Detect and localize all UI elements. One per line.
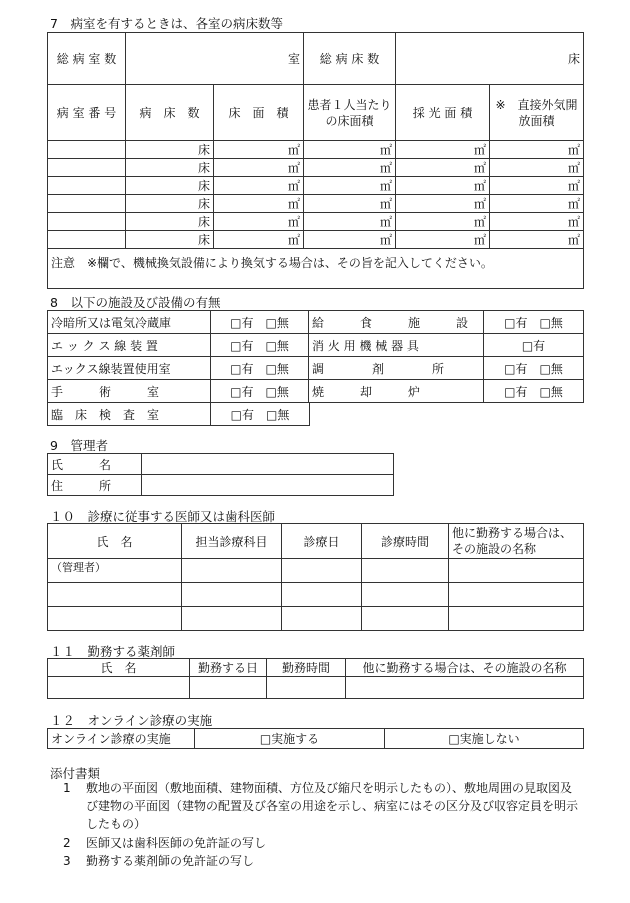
facility-label: 消 火 用 機 械 器 具 — [309, 334, 484, 357]
room-number-cell[interactable] — [48, 177, 126, 195]
total-rooms-label: 総 病 室 数 — [48, 33, 126, 85]
header-work-hours: 勤務時間 — [267, 659, 346, 677]
manager-name-field[interactable] — [142, 454, 394, 475]
ward-row — [48, 195, 584, 213]
lighting-area-cell[interactable]: ㎡ — [396, 231, 490, 249]
bed-count-cell[interactable]: 床 — [126, 159, 214, 177]
ward-row — [48, 141, 584, 159]
days-cell[interactable] — [282, 559, 362, 583]
department-cell[interactable] — [182, 607, 282, 631]
header-open-air-area: ※ 直接外気開放面積 — [490, 85, 584, 141]
open-air-area-cell[interactable]: ㎡ — [490, 141, 584, 159]
section-7-title: 7 病室を有するときは、各室の病床数等 — [50, 16, 283, 31]
facility-label: エ ッ ク ス 線 装 置 — [48, 334, 211, 357]
lighting-area-cell[interactable]: ㎡ — [396, 213, 490, 231]
floor-area-cell[interactable]: ㎡ — [214, 177, 304, 195]
open-air-area-cell[interactable]: ㎡ — [490, 231, 584, 249]
manager-address-label: 住 所 — [48, 475, 142, 496]
header-other-facility: 他に勤務する場合は、その施設の名称 — [346, 659, 584, 677]
section-8-title: 8 以下の施設及び設備の有無 — [50, 295, 221, 310]
area-per-patient-cell[interactable]: ㎡ — [304, 195, 396, 213]
header-floor-area: 床 面 積 — [214, 85, 304, 141]
open-air-area-cell[interactable]: ㎡ — [490, 177, 584, 195]
other-facility-cell[interactable] — [346, 677, 584, 699]
facility-label: 冷暗所又は電気冷蔵庫 — [48, 311, 211, 334]
attachment-item — [58, 852, 578, 870]
bed-count-cell[interactable]: 床 — [126, 177, 214, 195]
open-air-area-cell[interactable]: ㎡ — [490, 195, 584, 213]
bed-count-cell[interactable]: 床 — [126, 195, 214, 213]
online-yes-checkbox[interactable]: □実施する — [195, 729, 385, 749]
attachment-text: 勤務する薬剤師の免許証の写し — [86, 854, 255, 868]
header-hours: 診療時間 — [362, 524, 449, 559]
floor-area-cell[interactable]: ㎡ — [214, 231, 304, 249]
header-room-number: 病 室 番 号 — [48, 85, 126, 141]
header-area-per-patient: 患者１人当たりの床面積 — [304, 85, 396, 141]
facility-yes-no[interactable]: □有 □無 — [211, 357, 309, 380]
ward-note: 注意 ※欄で、機械換気設備により換気する場合は、その旨を記入してください。 — [48, 249, 584, 289]
section-11-title: １１ 勤務する薬剤師 — [50, 644, 176, 659]
room-number-cell[interactable] — [48, 159, 126, 177]
manager-address-field[interactable] — [142, 475, 394, 496]
physician-name-cell[interactable] — [48, 559, 182, 583]
facility-yes-no[interactable]: □有 □無 — [484, 311, 584, 334]
physicians-table — [47, 523, 584, 631]
open-air-area-cell[interactable]: ㎡ — [490, 159, 584, 177]
header-work-days: 勤務する日 — [190, 659, 267, 677]
room-number-cell[interactable] — [48, 231, 126, 249]
facilities-table-last-row — [47, 402, 310, 426]
ward-row — [48, 159, 584, 177]
floor-area-cell[interactable]: ㎡ — [214, 141, 304, 159]
attachment-num: 3 — [63, 854, 71, 868]
floor-area-cell[interactable]: ㎡ — [214, 159, 304, 177]
bed-count-cell[interactable]: 床 — [126, 231, 214, 249]
header-physician-name: 氏 名 — [48, 524, 182, 559]
work-days-cell[interactable] — [190, 677, 267, 699]
facility-yes-only[interactable]: □有 — [484, 334, 584, 357]
attachment-text: 敷地の平面図（敷地面積、建物面積、方位及び縮尺を明示したもの）、敷地周囲の見取図及び建物の平面図（建物の配置及び各室の用途を示し、病室にはその区分及び収容定員を明示したもの） — [86, 781, 579, 831]
attachment-num: 2 — [63, 836, 71, 850]
bed-count-cell[interactable]: 床 — [126, 213, 214, 231]
lighting-area-cell[interactable]: ㎡ — [396, 195, 490, 213]
room-number-cell[interactable] — [48, 195, 126, 213]
facility-yes-no[interactable]: □有 □無 — [484, 357, 584, 380]
facility-yes-no[interactable]: □有 □無 — [211, 334, 309, 357]
attachment-item — [58, 779, 578, 833]
room-unit: 室 — [288, 52, 301, 66]
facility-label: 給 食 施 設 — [309, 311, 484, 334]
header-other-facility: 他に勤務する場合は、その施設の名称 — [449, 524, 584, 559]
attachments-title: 添付書類 — [50, 766, 101, 781]
total-beds-input[interactable] — [396, 33, 584, 85]
days-cell[interactable] — [282, 583, 362, 607]
area-per-patient-cell[interactable]: ㎡ — [304, 231, 396, 249]
header-lighting-area: 採 光 面 積 — [396, 85, 490, 141]
other-facility-cell[interactable] — [449, 583, 584, 607]
room-number-cell[interactable] — [48, 213, 126, 231]
floor-area-cell[interactable]: ㎡ — [214, 213, 304, 231]
ward-row — [48, 177, 584, 195]
total-beds-label: 総 病 床 数 — [304, 33, 396, 85]
facility-yes-no[interactable]: □有 □無 — [211, 403, 310, 426]
facility-label: 調 剤 所 — [309, 357, 484, 380]
work-hours-cell[interactable] — [267, 677, 346, 699]
header-pharmacist-name: 氏 名 — [48, 659, 190, 677]
facilities-table — [47, 310, 584, 403]
physician-name-cell[interactable] — [48, 583, 182, 607]
facility-yes-no[interactable]: □有 □無 — [211, 311, 309, 334]
hours-cell[interactable] — [362, 559, 449, 583]
facility-label: 手 術 室 — [48, 380, 211, 403]
header-days: 診療日 — [282, 524, 362, 559]
manager-table — [47, 453, 394, 496]
days-cell[interactable] — [282, 607, 362, 631]
area-per-patient-cell[interactable]: ㎡ — [304, 213, 396, 231]
other-facility-cell[interactable] — [449, 559, 584, 583]
attachment-num: 1 — [63, 781, 71, 795]
area-per-patient-cell[interactable]: ㎡ — [304, 141, 396, 159]
department-cell[interactable] — [182, 559, 282, 583]
facility-label: 臨 床 検 査 室 — [48, 403, 211, 426]
online-label: オンライン診療の実施 — [48, 729, 195, 749]
facility-label: エックス線装置使用室 — [48, 357, 211, 380]
lighting-area-cell[interactable]: ㎡ — [396, 141, 490, 159]
physician-name-cell[interactable] — [48, 607, 182, 631]
department-cell[interactable] — [182, 583, 282, 607]
manager-tag: （管理者） — [51, 561, 106, 574]
ward-row — [48, 213, 584, 231]
online-no-checkbox[interactable]: □実施しない — [385, 729, 584, 749]
bed-unit: 床 — [568, 52, 581, 66]
section-9-title: 9 管理者 — [50, 438, 108, 453]
hours-cell[interactable] — [362, 583, 449, 607]
section-10-title: １０ 診療に従事する医師又は歯科医師 — [50, 509, 276, 524]
attachment-item — [58, 834, 578, 852]
other-facility-cell[interactable] — [449, 607, 584, 631]
pharmacists-table — [47, 658, 584, 699]
facility-yes-no[interactable]: □有 □無 — [211, 380, 309, 403]
bed-count-cell[interactable]: 床 — [126, 141, 214, 159]
ward-table — [47, 32, 584, 289]
total-rooms-input[interactable] — [126, 33, 304, 85]
open-air-area-cell[interactable]: ㎡ — [490, 213, 584, 231]
lighting-area-cell[interactable]: ㎡ — [396, 159, 490, 177]
header-bed-count: 病 床 数 — [126, 85, 214, 141]
room-number-cell[interactable] — [48, 141, 126, 159]
area-per-patient-cell[interactable]: ㎡ — [304, 177, 396, 195]
attachment-text: 医師又は歯科医師の免許証の写し — [86, 836, 267, 850]
floor-area-cell[interactable]: ㎡ — [214, 195, 304, 213]
ward-row — [48, 231, 584, 249]
section-12-title: １２ オンライン診療の実施 — [50, 713, 213, 728]
area-per-patient-cell[interactable]: ㎡ — [304, 159, 396, 177]
hours-cell[interactable] — [362, 607, 449, 631]
manager-name-label: 氏 名 — [48, 454, 142, 475]
facility-yes-no[interactable]: □有 □無 — [484, 380, 584, 403]
online-table — [47, 728, 584, 749]
pharmacist-name-cell[interactable] — [48, 677, 190, 699]
lighting-area-cell[interactable]: ㎡ — [396, 177, 490, 195]
header-department: 担当診療科目 — [182, 524, 282, 559]
facility-label: 焼 却 炉 — [309, 380, 484, 403]
